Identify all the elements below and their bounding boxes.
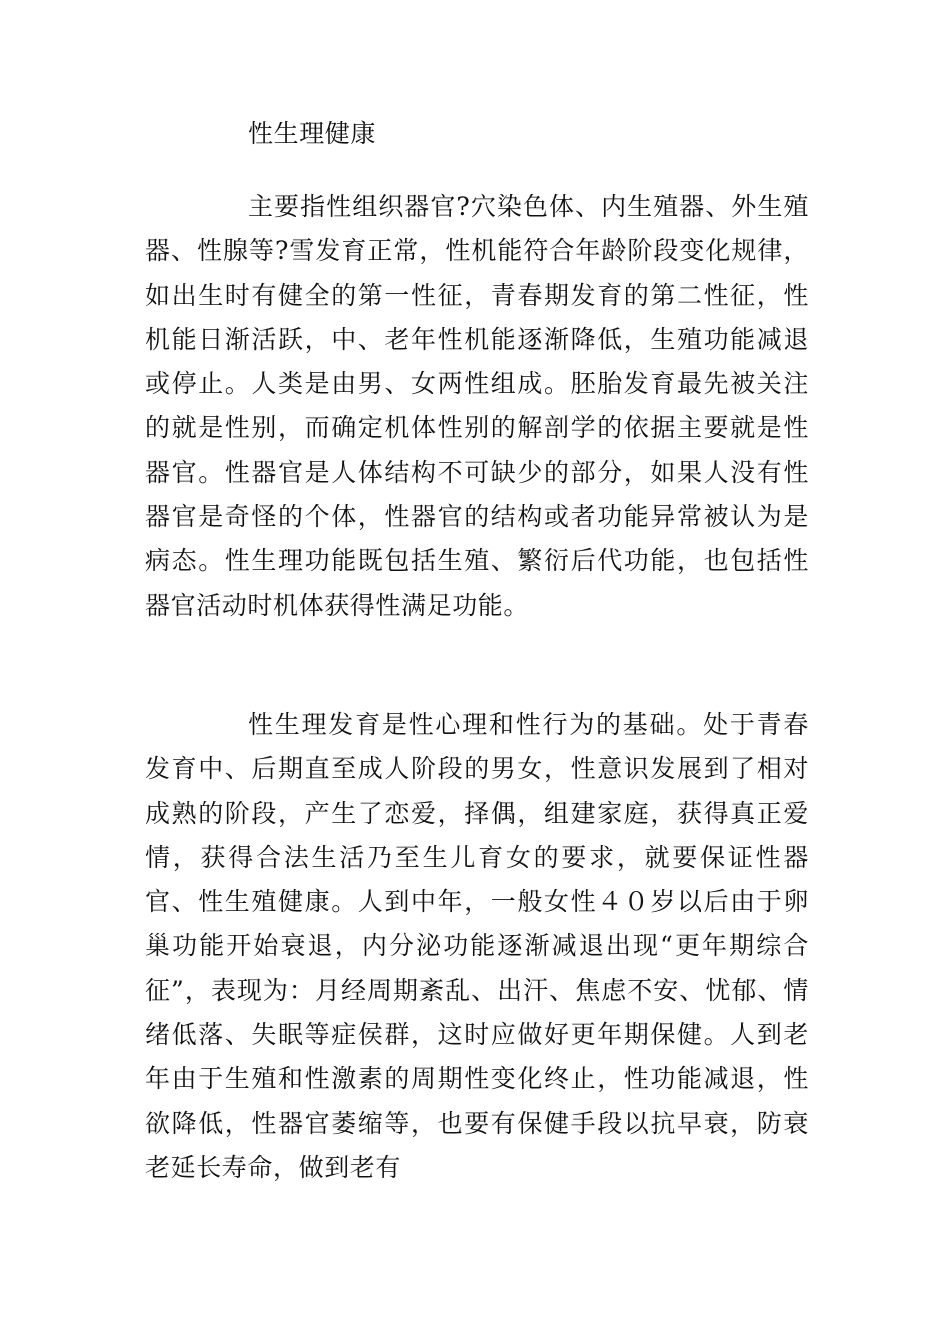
- paragraph-2: 性生理发育是性心理和性行为的基础。处于青春发育中、后期直至成人阶段的男女，性意识发展到了相对成熟的阶段，产生了恋爱，择偶，组建家庭，获得真正爱情，获得合法生活乃至生儿育女的要求，就要保证性器官、性生殖健康。人到中年，一般女性４０岁以后由于卵巢功能开始衰退，内分泌功能逐渐减退出现“更年期综合征”，表现为：月经周期紊乱、出汗、焦虑不安、忧郁、情绪低落、失眠等症侯群，这时应做好更年期保健。人到老年由于生殖和性激素的周期性变化终止，性功能减退，性欲降低，性器官萎缩等，也要有保健手段以抗早衰，防衰老延长寿命，做到老有: [145, 710, 809, 1182]
- section-heading: 性生理健康: [248, 119, 377, 148]
- paragraph-1: 主要指性组织器官?穴染色体、内生殖器、外生殖器、性腺等?雪发育正常，性机能符合年龄阶段变化规律，如出生时有健全的第一性征，青春期发育的第二性征，性机能日渐活跃，中、老年性机能逐渐降低，生殖功能减退或停止。人类是由男、女两性组成。胚胎发育最先被关注的就是性别，而确定机体性别的解剖学的依据主要就是性器官。性器官是人体结构不可缺少的部分，如果人没有性器官是奇怪的个体，性器官的结构或者功能异常被认为是病态。性生理功能既包括生殖、繁衍后代功能，也包括性器官活动时机体获得性满足功能。: [145, 192, 809, 620]
